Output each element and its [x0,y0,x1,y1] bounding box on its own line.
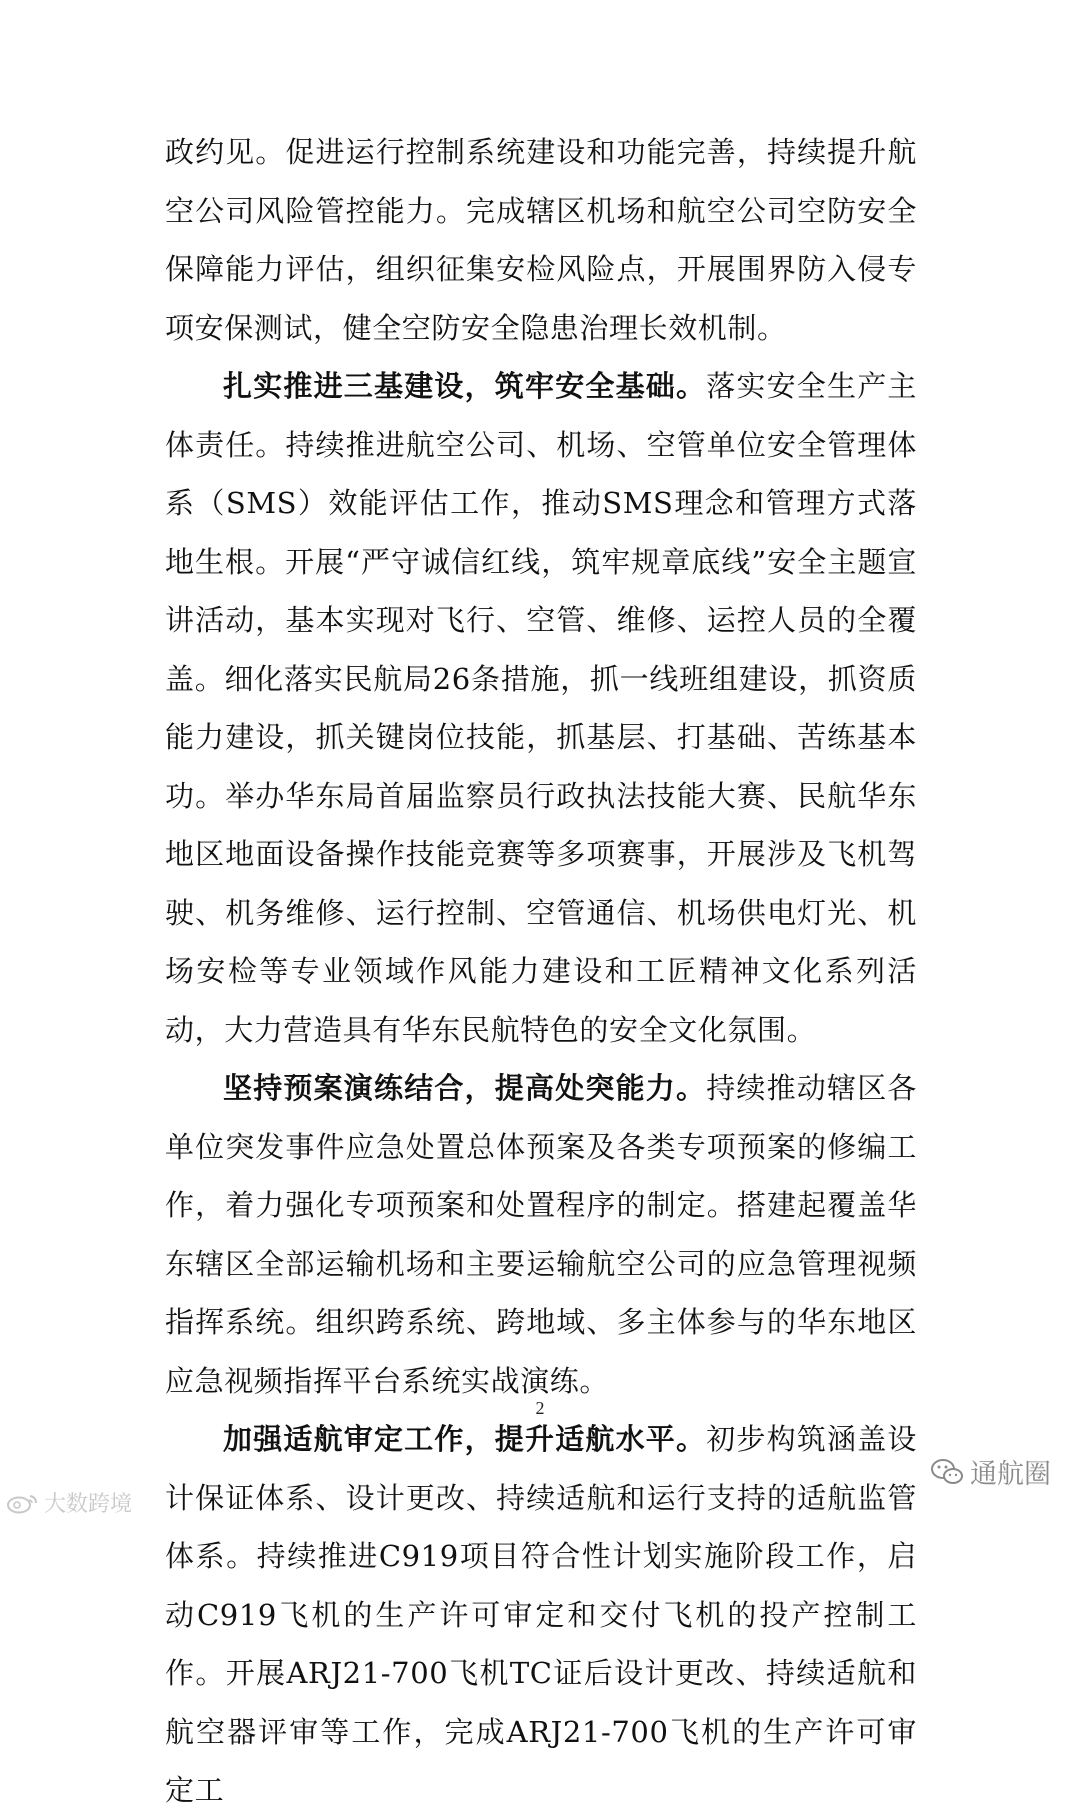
watermark-left [6,1487,132,1518]
page-number: 2 [535,1398,545,1418]
watermark-right-text: 通航圈 [970,1459,1051,1490]
document-body [165,123,917,1820]
paragraph-3 [165,1059,917,1410]
paragraph-lead: 加强适航审定工作，提升适航水平。 [223,1422,707,1456]
watermark-right [930,1452,1051,1491]
paragraph-1 [165,123,917,357]
paragraph-text: 初步构筑涵盖设计保证体系、设计更改、持续适航和运行支持的适航监管体系。持续推进C919项目符合性计划实施阶段工作，启动C919飞机的生产许可审定和交付飞机的投产控制工作。开展ARJ21-700飞机TC证后设计更改、持续适航和航空器评审等工作，完成ARJ21-700飞机的生产许可审定工 [165,1422,918,1807]
weibo-logo-icon [6,1492,40,1514]
wechat-logo-icon [930,1457,964,1487]
paragraph-lead: 扎实推进三基建设，筑牢安全基础。 [223,369,707,403]
paragraph-4 [165,1410,917,1820]
paragraph-lead: 坚持预案演练结合，提高处突能力。 [223,1071,707,1105]
paragraph-text: 持续推动辖区各单位突发事件应急处置总体预案及各类专项预案的修编工作，着力强化专项预案和处置程序的制定。搭建起覆盖华东辖区全部运输机场和主要运输航空公司的应急管理视频指挥系统。组织跨系统、跨地域、多主体参与的华东地区应急视频指挥平台系统实战演练。 [165,1071,918,1398]
watermark-left-text: 大数跨境 [44,1492,133,1517]
paragraph-text: 落实安全生产主体责任。持续推进航空公司、机场、空管单位安全管理体系（SMS）效能评估工作，推动SMS理念和管理方式落地生根。开展“严守诚信红线，筑牢规章底线”安全主题宣讲活动，基本实现对飞行、空管、维修、运控人员的全覆盖。细化落实民航局26条措施，抓一线班组建设，抓资质能力建设，抓关键岗位技能，抓基层、打基础、苦练基本功。举办华东局首届监察员行政执法技能大赛、民航华东地区地面设备操作技能竞赛等多项赛事，开展涉及飞机驾驶、机务维修、运行控制、空管通信、机场供电灯光、机场安检等专业领域作风能力建设和工匠精神文化系列活动，大力营造具有华东民航特色的安全文化氛围。 [165,369,918,1047]
paragraph-2 [165,357,917,1059]
paragraph-text: 政约见。促进运行控制系统建设和功能完善，持续提升航空公司风险管控能力。完成辖区机场和航空公司空防安全保障能力评估，组织征集安检风险点，开展围界防入侵专项安保测试，健全空防安全隐患治理长效机制。 [165,135,917,345]
